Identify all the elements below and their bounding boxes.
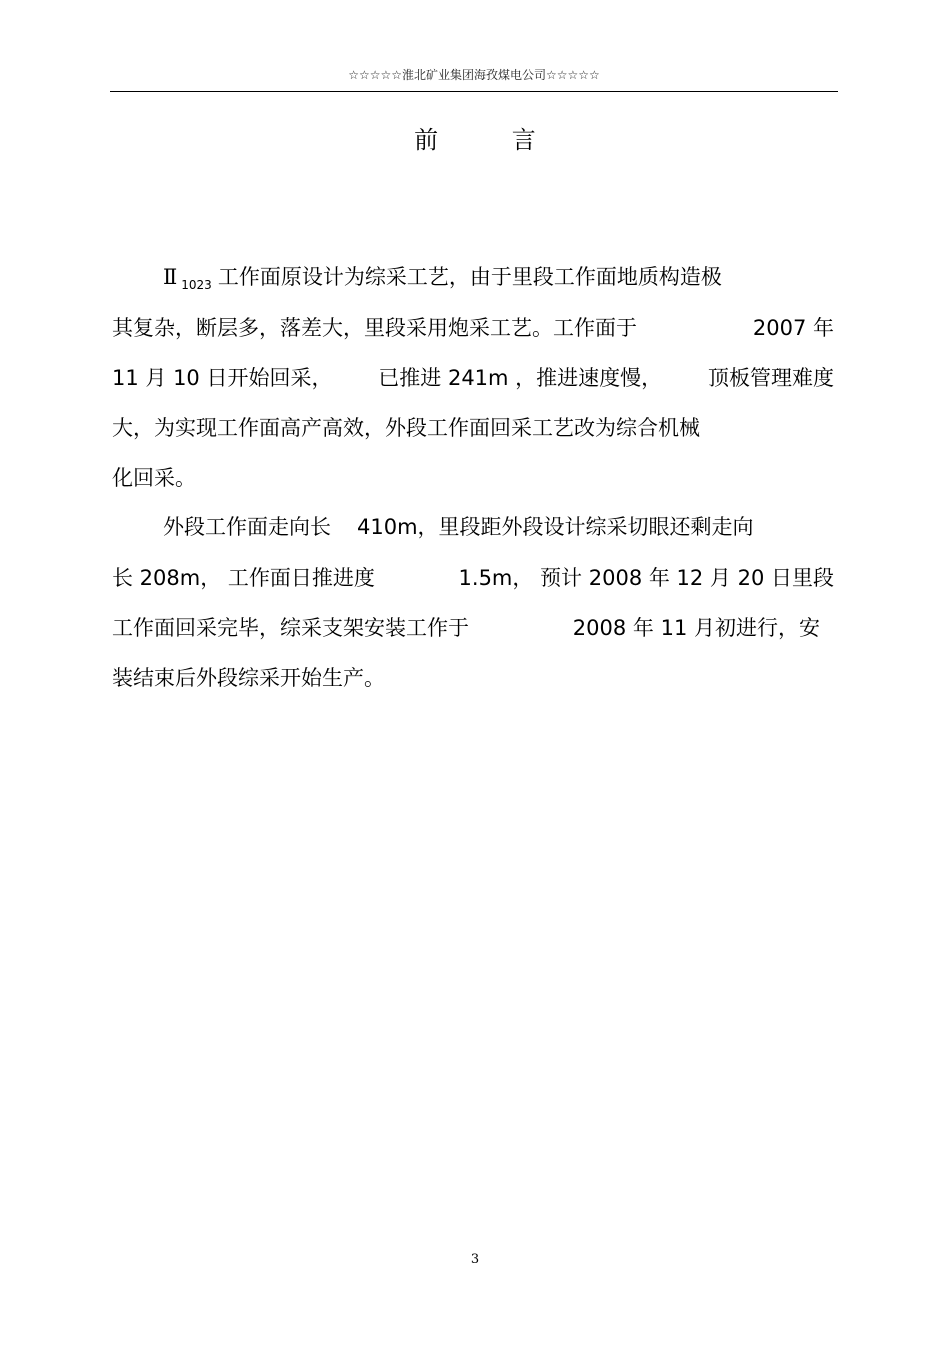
page-number: 3 (470, 1252, 480, 1267)
page-header: ☆☆☆☆☆淮北矿业集团海孜煤电公司☆☆☆☆☆ (348, 68, 600, 82)
paragraph-2-line-4: 装结束后外段综采开始生产。 (112, 666, 385, 690)
paragraph-2-line-1-text: 外段工作面走向长 (163, 515, 331, 539)
paragraph-1-line-3-end: 顶板管理难度 (707, 366, 834, 390)
paragraph-2-line-2 (112, 563, 834, 593)
paragraph-1-line-3-start: 11 月 10 日开始回采， (112, 366, 333, 390)
paragraph-1-line-1 (163, 262, 722, 292)
paragraph-1-line-2-date: 2007 年 (752, 316, 834, 340)
paragraph-2-line-3-date: 2008 年 11 月初进行，安 (572, 616, 820, 640)
paragraph-1-line-5: 化回采。 (112, 466, 196, 490)
paragraph-2-line-3 (112, 613, 820, 643)
paragraph-2-line-1-length: 410m，里段距外段设计综采切眼还剩走向 (357, 515, 754, 539)
page-title: 前 言 (414, 126, 569, 154)
paragraph-2-line-2-text: 长 208m， 工作面日推进度 (112, 566, 375, 590)
paragraph-1-line-2 (112, 313, 834, 343)
paragraph-1-line-3-progress: 已推进 241m ，推进速度慢， (378, 366, 663, 390)
paragraph-1-line-1-text: 工作面原设计为综采工艺，由于里段工作面地质构造极 (217, 265, 722, 289)
paragraph-2-line-1 (163, 512, 754, 542)
paragraph-1-line-4: 大，为实现工作面高产高效，外段工作面回采工艺改为综合机械 (112, 416, 700, 440)
paragraph-2-line-3-text: 工作面回采完毕，综采支架安装工作于 (112, 616, 469, 640)
roman-numeral: Ⅱ (163, 265, 178, 289)
header-divider (110, 91, 838, 92)
paragraph-1-line-3 (112, 363, 834, 393)
paragraph-1-line-2-text: 其复杂，断层多，落差大，里段采用炮采工艺。工作面于 (112, 316, 637, 340)
face-number-subscript: 1023 (181, 278, 212, 292)
paragraph-2-line-2-schedule: 1.5m， 预计 2008 年 12 月 20 日里段 (458, 566, 834, 590)
